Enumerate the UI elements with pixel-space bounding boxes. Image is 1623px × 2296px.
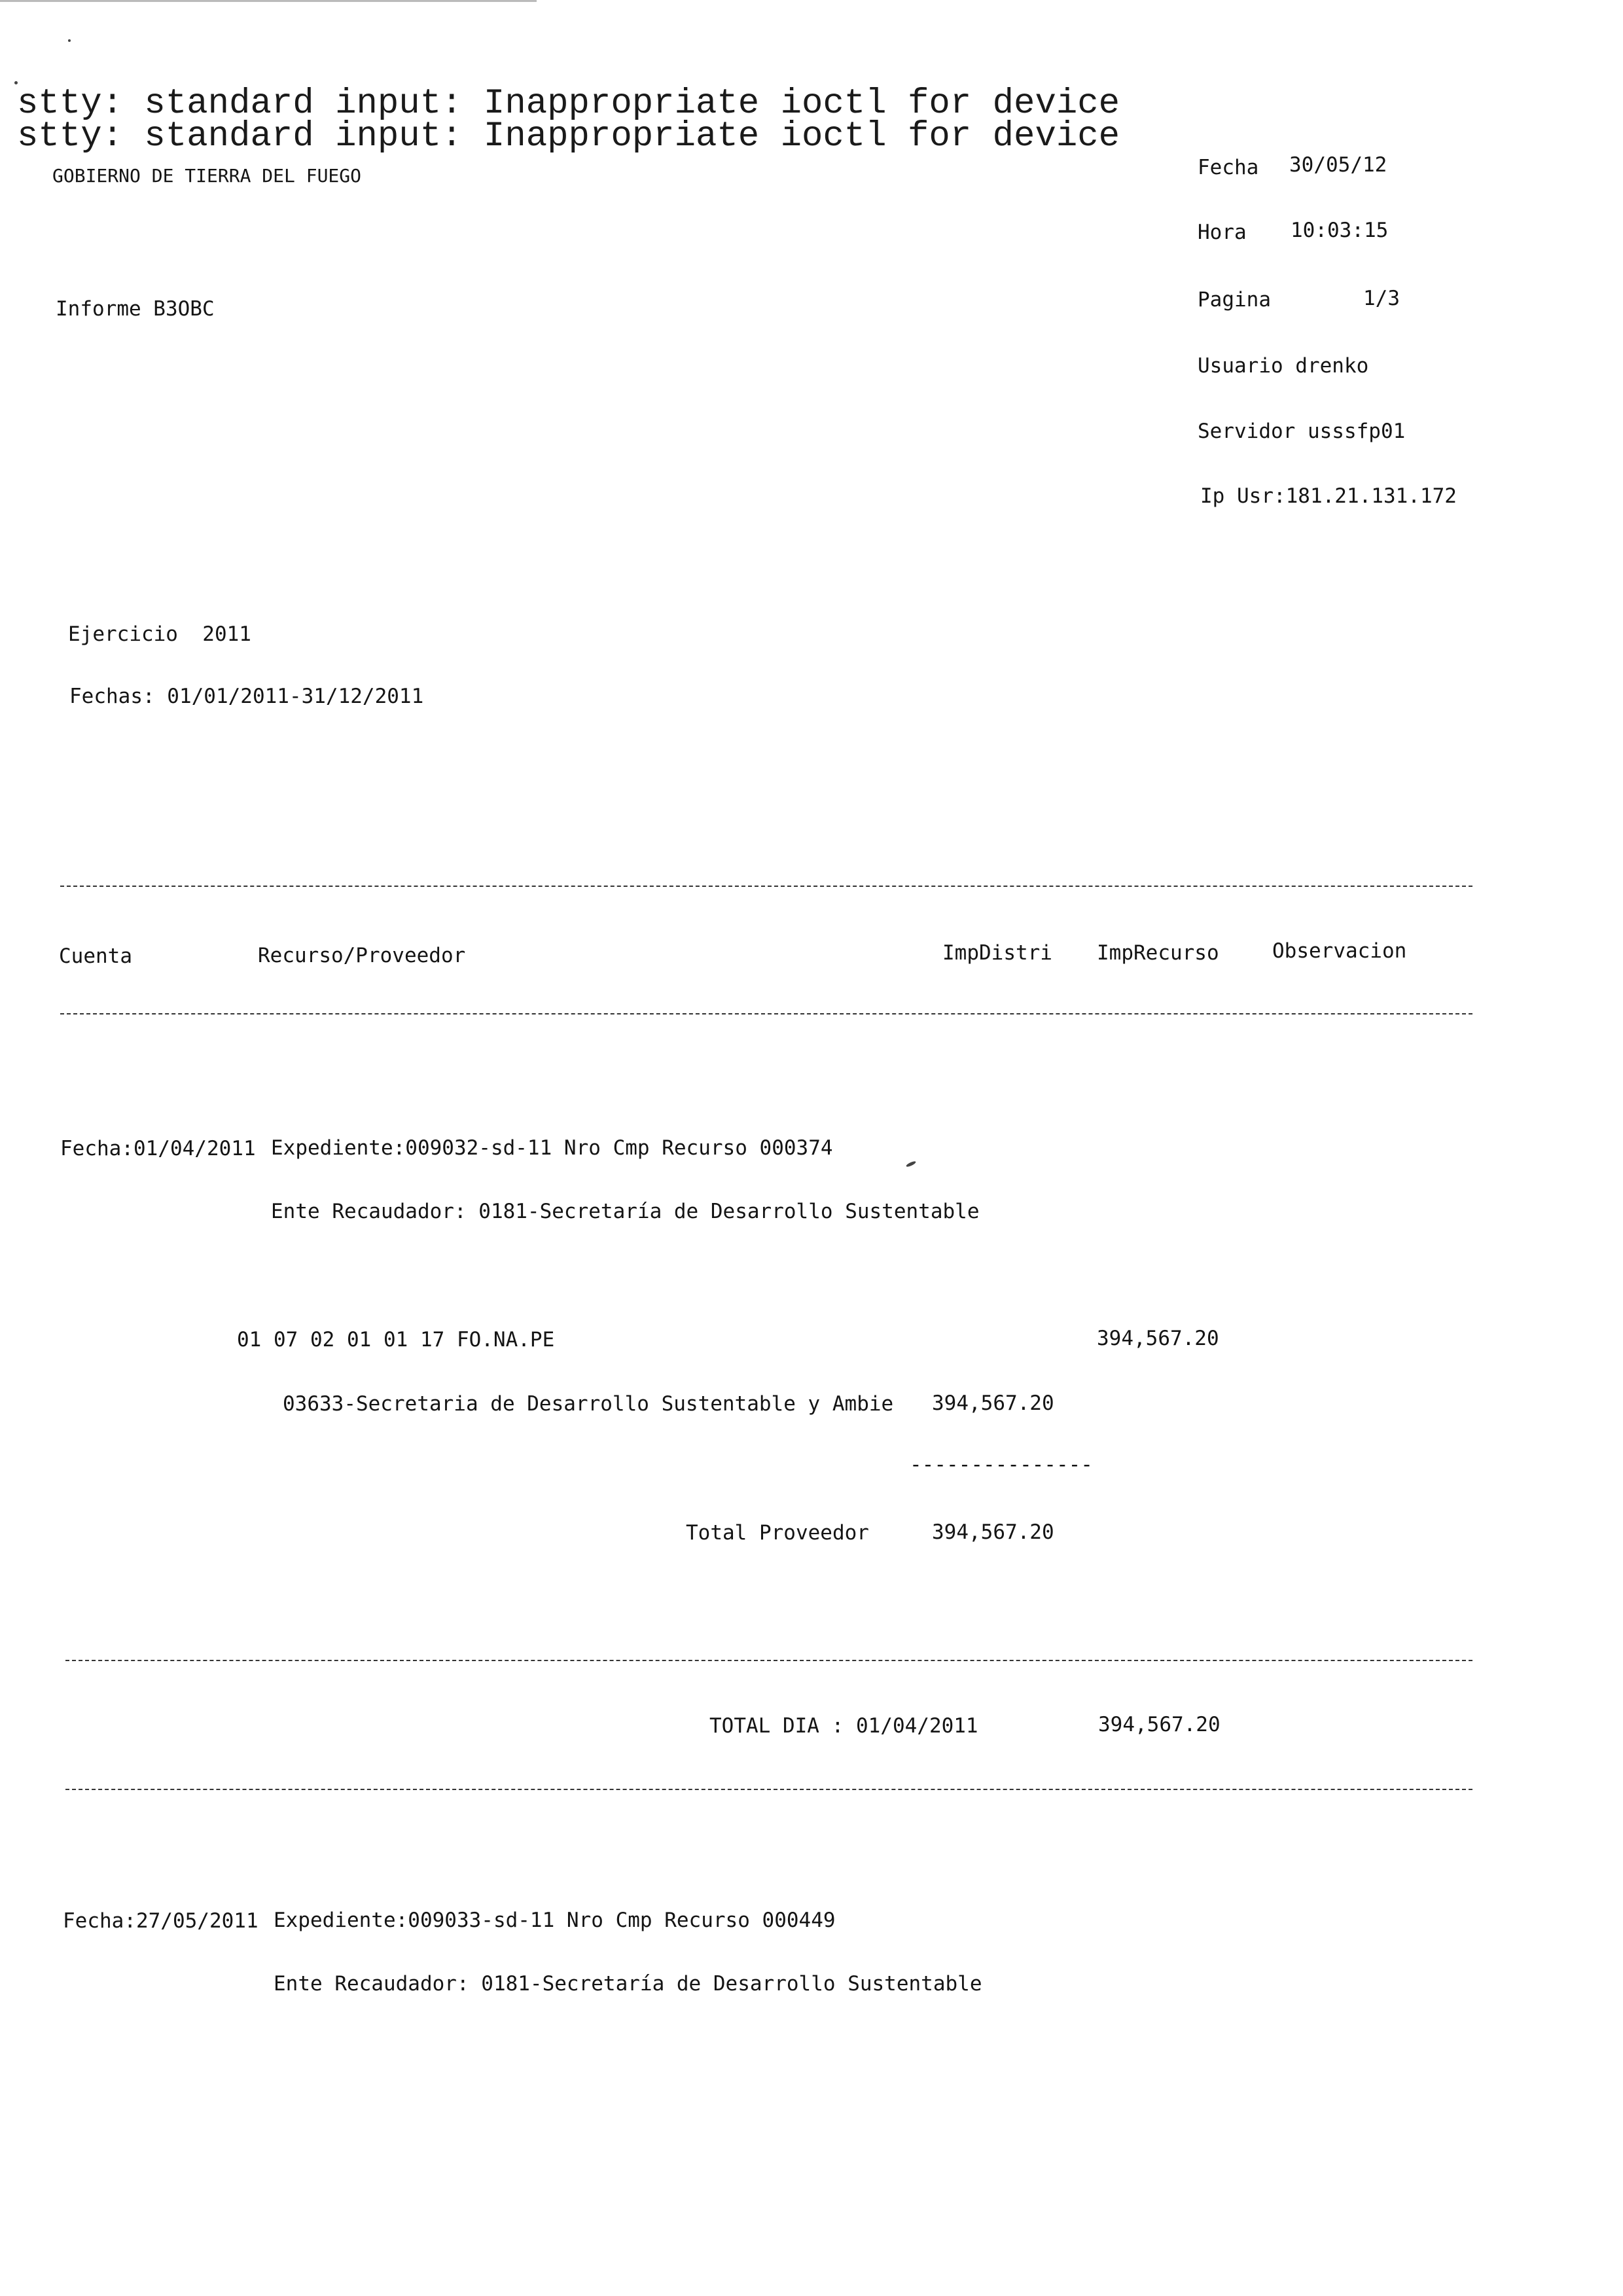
entry-fecha: Fecha:27/05/2011 (63, 1909, 259, 1933)
dashed-separator (65, 1660, 1472, 1661)
hora-value: 10:03:15 (1291, 219, 1389, 242)
pagina-label: Pagina (1198, 288, 1271, 312)
entry-expediente: Expediente:009033-sd-11 Nro Cmp Recurso 000449 (274, 1909, 836, 1932)
dashed-separator (65, 1789, 1472, 1790)
total-dia-label: TOTAL DIA : 01/04/2011 (709, 1714, 978, 1738)
total-proveedor-value: 394,567.20 (932, 1520, 1054, 1544)
report-title: Informe B3OBC (56, 297, 215, 321)
entry-expediente: Expediente:009032-sd-11 Nro Cmp Recurso 000374 (271, 1136, 833, 1160)
fecha-value: 30/05/12 (1289, 153, 1387, 177)
column-recurso-proveedor: Recurso/Proveedor (258, 944, 466, 967)
entry-proveedor: 03633-Secretaria de Desarrollo Sustentable y Ambie (283, 1392, 894, 1416)
entry-ente-recaudador: Ente Recaudador: 0181-Secretaría de Desarrollo Sustentable (271, 1200, 980, 1223)
ejercicio-line: Ejercicio 2011 (68, 622, 251, 646)
entry-cuenta-line: 01 07 02 01 01 17 FO.NA.PE (237, 1328, 555, 1352)
entry-impdistri: 394,567.20 (932, 1391, 1054, 1415)
fecha-label: Fecha (1198, 156, 1259, 179)
organization-name: GOBIERNO DE TIERRA DEL FUEGO (52, 165, 362, 187)
subtotal-separator: --------------- (910, 1453, 1093, 1477)
dashed-separator (60, 886, 1472, 887)
column-impdistri: ImpDistri (942, 941, 1052, 965)
fechas-line: Fechas: 01/01/2011-31/12/2011 (69, 685, 424, 708)
entry-fecha: Fecha:01/04/2011 (60, 1137, 256, 1160)
ip-usuario-line: Ip Usr:181.21.131.172 (1200, 484, 1457, 508)
scan-speck (68, 39, 71, 42)
scan-speck (906, 1160, 917, 1168)
scan-speck (14, 81, 18, 84)
usuario-line: Usuario drenko (1198, 354, 1369, 378)
total-dia-value: 394,567.20 (1098, 1713, 1221, 1736)
column-cuenta: Cuenta (59, 944, 132, 968)
stty-error-line-1: stty: standard input: Inappropriate ioctl for device (17, 84, 1120, 124)
entry-imprecurso: 394,567.20 (1097, 1327, 1219, 1350)
entry-ente-recaudador: Ente Recaudador: 0181-Secretaría de Desarrollo Sustentable (274, 1972, 982, 1996)
dashed-separator (60, 1013, 1472, 1014)
stty-error-line-2: stty: standard input: Inappropriate ioctl for device (17, 117, 1120, 156)
pagina-value: 1/3 (1363, 287, 1400, 310)
total-proveedor-label: Total Proveedor (686, 1521, 869, 1545)
column-imprecurso: ImpRecurso (1097, 941, 1219, 965)
servidor-line: Servidor usssfp01 (1198, 420, 1406, 443)
column-observacion: Observacion (1272, 939, 1407, 963)
scan-edge-line (0, 0, 537, 2)
hora-label: Hora (1198, 221, 1247, 244)
